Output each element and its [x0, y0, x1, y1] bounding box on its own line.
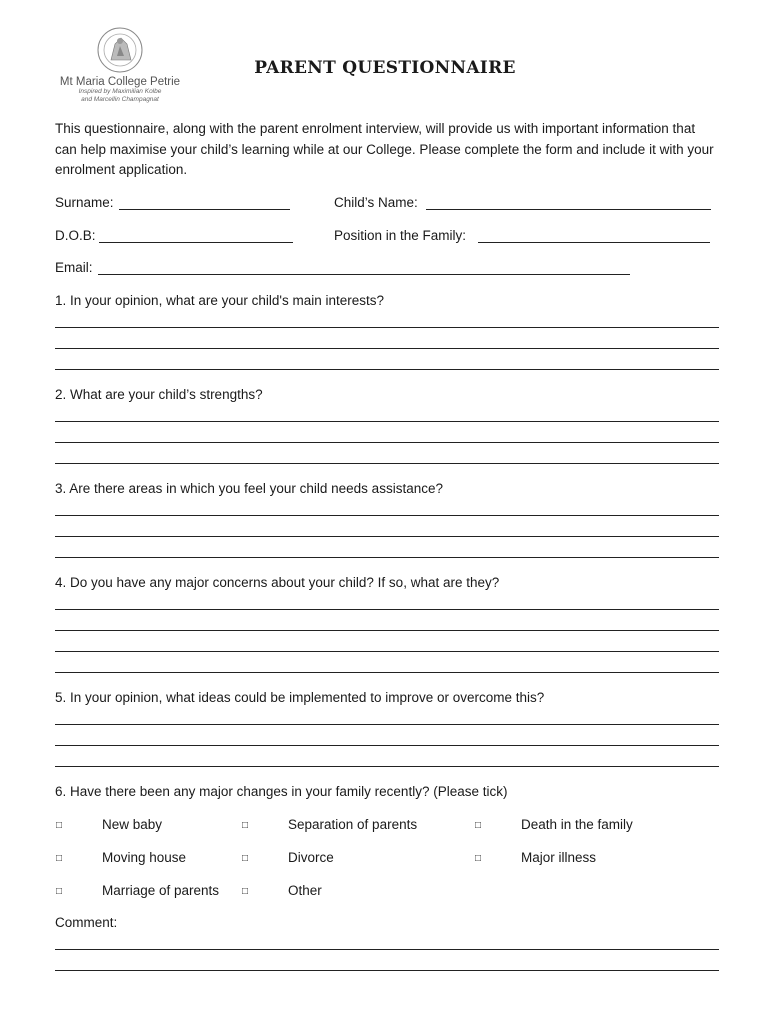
logo-tagline-2: and Marcellin Champagnat — [81, 96, 159, 103]
answer-line[interactable] — [55, 745, 719, 746]
answer-line[interactable] — [55, 557, 719, 558]
surname-label: Surname: — [55, 195, 114, 210]
answer-line[interactable] — [55, 724, 719, 725]
answer-line[interactable] — [55, 536, 719, 537]
answer-line[interactable] — [55, 348, 719, 349]
answer-line[interactable] — [55, 609, 719, 610]
email-label: Email: — [55, 260, 93, 275]
answer-line[interactable] — [55, 515, 719, 516]
answer-line[interactable] — [55, 672, 719, 673]
comment-line[interactable] — [55, 970, 719, 971]
logo-tagline-1: Inspired by Maximilian Kolbe — [78, 88, 162, 95]
email-field[interactable] — [98, 274, 630, 275]
answer-line[interactable] — [55, 421, 719, 422]
dob-label: D.O.B: — [55, 228, 96, 243]
checkbox-major-illness[interactable]: □ — [475, 853, 482, 864]
answer-line[interactable] — [55, 442, 719, 443]
checkbox-new-baby[interactable]: □ — [56, 820, 63, 831]
option-divorce: Divorce — [288, 850, 334, 865]
question-6: 6. Have there been any major changes in your family recently? (Please tick) — [55, 784, 508, 799]
question-5: 5. In your opinion, what ideas could be implemented to improve or overcome this? — [55, 690, 545, 705]
position-label: Position in the Family: — [334, 228, 467, 243]
checkbox-separation[interactable]: □ — [242, 820, 249, 831]
college-name: Mt Maria College Petrie — [59, 76, 181, 88]
answer-line[interactable] — [55, 651, 719, 652]
option-death: Death in the family — [521, 817, 633, 832]
comment-line[interactable] — [55, 949, 719, 950]
option-separation: Separation of parents — [288, 817, 418, 832]
page-title: PARENT QUESTIONNAIRE — [254, 58, 516, 78]
checkbox-moving-house[interactable]: □ — [56, 853, 63, 864]
answer-line[interactable] — [55, 369, 719, 370]
answer-line[interactable] — [55, 630, 719, 631]
dob-field[interactable] — [99, 242, 293, 243]
surname-field[interactable] — [119, 209, 290, 210]
comment-label: Comment: — [55, 915, 118, 930]
answer-line[interactable] — [55, 327, 719, 328]
option-new-baby: New baby — [102, 817, 163, 832]
intro-paragraph: This questionnaire, along with the parent enrolment interview, will provide us with important information that can help maximise your child’s learning while at our College. Please complete the form and include it with your enrolment application. — [55, 121, 714, 177]
checkbox-other[interactable]: □ — [242, 886, 249, 897]
answer-line[interactable] — [55, 766, 719, 767]
childs-name-field[interactable] — [426, 209, 711, 210]
question-2: 2. What are your child’s strengths? — [55, 387, 263, 402]
checkbox-divorce[interactable]: □ — [242, 853, 249, 864]
checkbox-marriage[interactable]: □ — [56, 886, 63, 897]
question-1: 1. In your opinion, what are your child's main interests? — [55, 293, 384, 308]
question-4: 4. Do you have any major concerns about your child? If so, what are they? — [55, 575, 500, 590]
childs-name-label: Child’s Name: — [334, 195, 418, 210]
option-marriage: Marriage of parents — [102, 883, 220, 898]
position-field[interactable] — [478, 242, 710, 243]
checkbox-death[interactable]: □ — [475, 820, 482, 831]
logo-text — [55, 76, 185, 104]
question-3: 3. Are there areas in which you feel your child needs assistance? — [55, 481, 443, 496]
option-other: Other — [288, 883, 322, 898]
answer-line[interactable] — [55, 463, 719, 464]
option-major-illness: Major illness — [521, 850, 597, 865]
option-moving-house: Moving house — [102, 850, 187, 865]
